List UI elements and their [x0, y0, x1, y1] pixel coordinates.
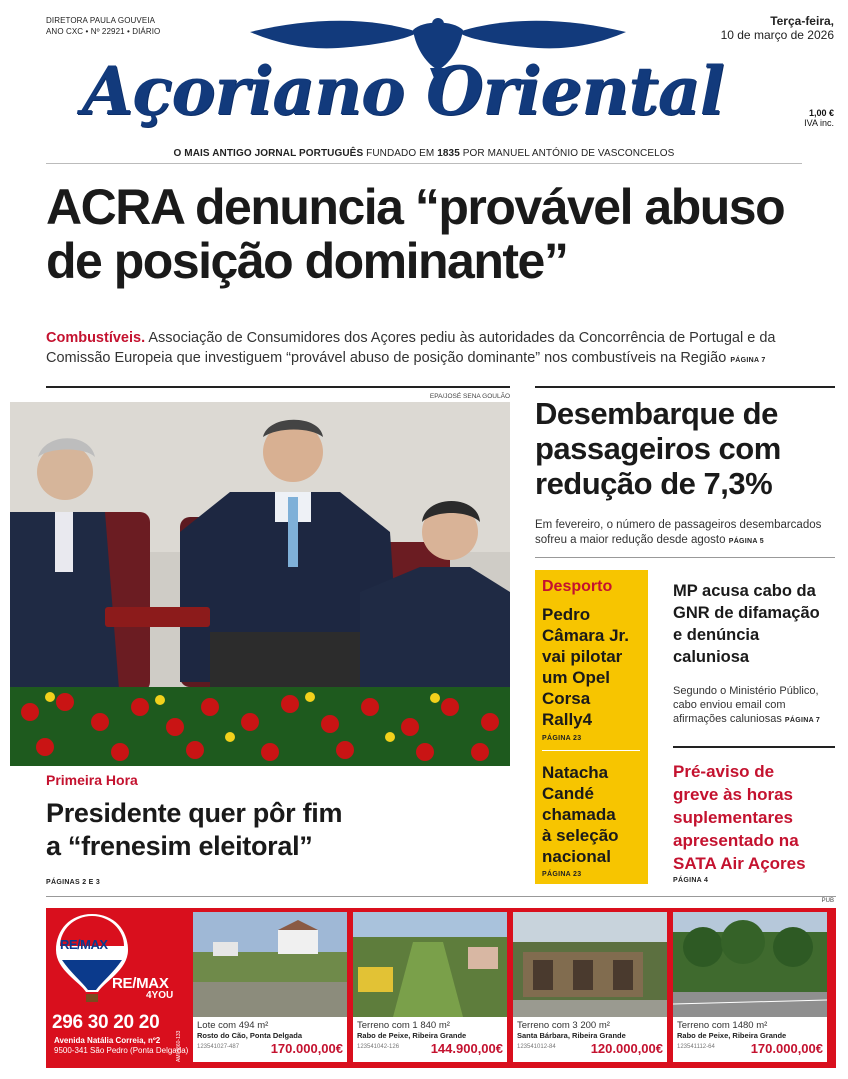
headline-line: vai pilotar [542, 647, 623, 666]
summary-text: sofreu a maior redução desde agosto [535, 534, 726, 546]
tagline-year: 1835 [437, 148, 460, 159]
address-line: Avenida Natália Correia, nº2 [54, 1036, 161, 1045]
price-tag [804, 108, 834, 128]
headline-line: caluniosa [673, 648, 750, 666]
director-line: DIRETORA PAULA GOUVEIA [46, 16, 156, 25]
phone-number[interactable]: 296 30 20 20 [52, 1012, 160, 1033]
story-headline[interactable] [535, 396, 835, 501]
listing-title: Lote com 494 m² [197, 1020, 269, 1031]
section-label: Primeira Hora [46, 772, 138, 788]
story-headline[interactable] [673, 760, 843, 875]
listing-price: 170.000,00€ [270, 1041, 343, 1056]
issue-date [721, 14, 834, 42]
listing-ref: 123541042-126 [357, 1044, 400, 1050]
lead-kicker: Combustíveis. [46, 330, 146, 346]
listing-price: 120.000,00€ [590, 1041, 663, 1056]
summary-line: Segundo o Ministério Público, [673, 685, 819, 697]
listing-price: 144.900,00€ [430, 1041, 503, 1056]
listing-card[interactable] [513, 912, 667, 1062]
listing-title: Terreno com 1 840 m² [357, 1020, 450, 1031]
divider [46, 896, 836, 897]
headline-line: Pré-aviso de [673, 762, 775, 781]
listing-title: Terreno com 1480 m² [677, 1020, 768, 1031]
tagline-bold: O MAIS ANTIGO JORNAL PORTUGUÊS [173, 148, 364, 159]
vat-note: IVA inc. [804, 118, 834, 128]
headline-line: SATA Air Açores [673, 854, 806, 873]
headline-line: Desembarque de [535, 396, 778, 431]
lead-text: Associação de Consumidores dos Açores pediu às autoridades da Concorrência de Portugal e da Comissão Europeia que investiguem “provável abuso de posição dominante” nos combustíveis na Região [46, 330, 776, 366]
listing-place: Rabo de Peixe, Ribeira Grande [357, 1031, 467, 1040]
headline-line: greve às horas [673, 785, 794, 804]
date: 10 de março de 2026 [720, 28, 834, 42]
headline-line: à seleção [542, 826, 619, 845]
headline-line: Corsa [542, 689, 591, 708]
headline-line: nacional [542, 847, 611, 866]
listing-place: Santa Bárbara, Ribeira Grande [517, 1031, 626, 1040]
headline-line: Natacha [542, 763, 609, 782]
parliament-photo[interactable] [10, 402, 510, 766]
remax-brand: RE/MAX [112, 975, 169, 992]
listing-price: 170.000,00€ [750, 1041, 823, 1056]
headline-line: GNR de difamação [673, 604, 820, 622]
tagline-founder: POR MANUEL ANTÓNIO DE VASCONCELOS [459, 148, 675, 159]
listing-card[interactable] [193, 912, 347, 1062]
divider [46, 386, 510, 388]
tagline [0, 148, 848, 159]
sport-headline[interactable] [542, 762, 619, 867]
listing-title: Terreno com 3 200 m² [517, 1020, 610, 1031]
listing-ref: 123541112-64 [677, 1044, 715, 1050]
page-ref: PÁGINA 5 [728, 538, 764, 545]
headline-line: Pedro [542, 605, 591, 624]
summary-line [535, 533, 840, 549]
listing-ref: 123541027-487 [197, 1044, 240, 1050]
divider [46, 163, 802, 164]
lead-summary [46, 328, 836, 371]
listing-photo [193, 912, 347, 1017]
summary-line [673, 712, 843, 728]
tagline-founded: FUNDADO EM [363, 148, 438, 159]
weekday: Terça-feira, [770, 14, 834, 28]
headline-line: Presidente quer pôr fim [46, 798, 343, 828]
story-summary [673, 684, 843, 728]
headline-line: suplementares [673, 808, 793, 827]
listing-ref: 123541012-84 [517, 1044, 556, 1050]
balloon-text: RE/MAX [60, 937, 108, 952]
headline-line: redução de 7,3% [535, 466, 773, 501]
page-ref: PÁGINA 7 [784, 717, 821, 724]
price: 1,00 € [808, 108, 834, 118]
page-ref: PÁGINA 23 [542, 871, 582, 878]
page-ref: PÁGINA 23 [542, 735, 582, 742]
agency-address [54, 1036, 188, 1056]
story-headline[interactable] [673, 580, 843, 668]
divider [673, 746, 835, 748]
listing-place: Rabo de Peixe, Ribeira Grande [677, 1031, 787, 1040]
photo-story-headline[interactable] [46, 797, 516, 863]
story-summary [535, 518, 840, 549]
listing-card[interactable] [673, 912, 827, 1062]
headline-line: Candé [542, 784, 594, 803]
listing-photo [513, 912, 667, 1017]
masthead-meta [46, 15, 160, 37]
headline-line: chamada [542, 805, 616, 824]
divider [535, 557, 835, 558]
sport-headline[interactable] [542, 604, 629, 730]
listing-photo [673, 912, 827, 1017]
headline-line: passageiros com [535, 431, 781, 466]
page-ref: PÁGINA 4 [673, 877, 709, 884]
page-ref: PÁGINAS 2 E 3 [46, 879, 101, 886]
divider [535, 386, 835, 388]
listing-photo [353, 912, 507, 1017]
headline-line: e denúncia [673, 626, 760, 644]
remax-brand-sub: 4YOU [146, 990, 174, 1001]
headline-line: Câmara Jr. [542, 626, 629, 645]
summary-line: cabo enviou email com [673, 699, 786, 711]
listing-card[interactable] [353, 912, 507, 1062]
lead-page-ref: PÁGINA 7 [730, 357, 766, 364]
listing-place: Rosto do Cão, Ponta Delgada [197, 1031, 303, 1040]
address-line: 9500-341 São Pedro (Ponta Delgada) [54, 1046, 189, 1055]
summary-line: Em fevereiro, o número de passageiros desembarcados [535, 519, 822, 531]
masthead-title: Açoriano Oriental [82, 52, 724, 130]
headline-line: apresentado na [673, 831, 799, 850]
headline-line: Rally4 [542, 710, 593, 729]
section-label: Desporto [542, 578, 613, 595]
divider [542, 750, 640, 751]
headline-line: MP acusa cabo da [673, 582, 816, 600]
ad-label: PUB [821, 898, 834, 904]
edition-line: ANO CXC • Nº 22921 • DIÁRIO [46, 27, 161, 36]
summary-text: afirmações caluniosas [673, 713, 782, 725]
lead-headline[interactable]: ACRA denuncia “provável abuso de posição dominante” [46, 179, 785, 289]
headline-line: a “frenesim eleitoral” [46, 831, 313, 861]
photo-credit: EPA/JOSÉ SENA GOULÃO [429, 393, 510, 400]
headline-line: um Opel [542, 668, 611, 687]
ami-code: AMI 4860-133 [176, 1030, 182, 1062]
